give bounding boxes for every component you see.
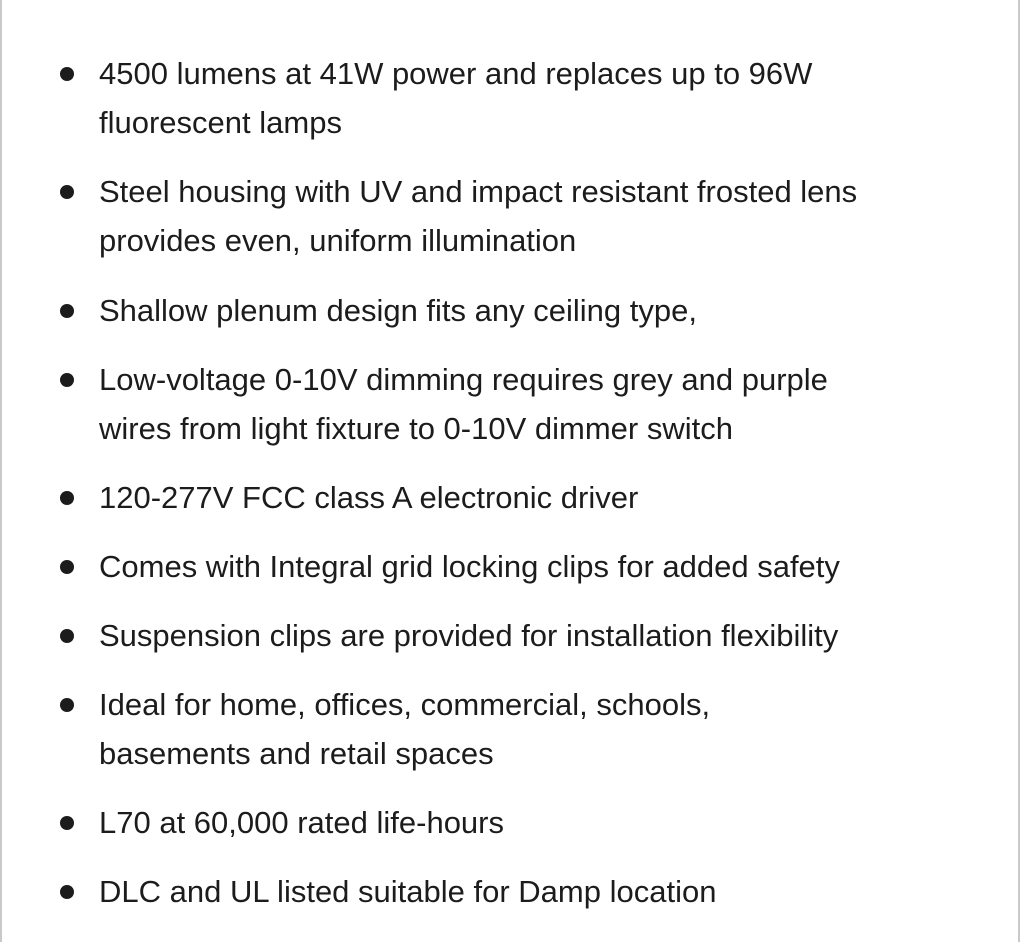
list-item-line-2: basements and retail spaces <box>99 736 494 771</box>
list-item-line-1: 120-277V FCC class A electronic driver <box>99 480 639 515</box>
list-item-text <box>99 355 959 453</box>
list-item-text <box>99 167 959 265</box>
list-item-text <box>99 49 959 147</box>
list-item-line-1: Suspension clips are provided for installation flexibility <box>99 618 839 653</box>
list-item-text <box>99 542 959 591</box>
list-item-line-1: Steel housing with UV and impact resistant frosted lens <box>99 174 858 209</box>
list-item-text <box>99 867 959 916</box>
bullet-icon <box>60 304 74 318</box>
list-item-line-1: 4500 lumens at 41W power and replaces up to 96W <box>99 56 813 91</box>
list-item-line-2: provides even, uniform illumination <box>99 223 577 258</box>
list-item-text <box>99 680 959 778</box>
list-item-line-1: L70 at 60,000 rated life-hours <box>99 805 504 840</box>
list-item-line-1: Low-voltage 0-10V dimming requires grey and purple <box>99 362 828 397</box>
list-item-line-1: DLC and UL listed suitable for Damp location <box>99 874 717 909</box>
bullet-icon <box>60 373 74 387</box>
list-item-text <box>99 473 959 522</box>
list-item-text <box>99 611 959 660</box>
bullet-icon <box>60 885 74 899</box>
bullet-icon <box>60 491 74 505</box>
list-item-text <box>99 798 959 847</box>
list-item-line-1: Comes with Integral grid locking clips for added safety <box>99 549 840 584</box>
bullet-icon <box>60 629 74 643</box>
bullet-icon <box>60 67 74 81</box>
list-item-line-2: wires from light fixture to 0-10V dimmer switch <box>99 411 733 446</box>
bullet-icon <box>60 816 74 830</box>
list-item-line-1: Ideal for home, offices, commercial, schools, <box>99 687 711 722</box>
list-item-line-1: Shallow plenum design fits any ceiling type, <box>99 293 697 328</box>
bullet-icon <box>60 185 74 199</box>
bullet-icon <box>60 560 74 574</box>
list-item-text <box>99 286 959 335</box>
list-item-line-2: fluorescent lamps <box>99 105 342 140</box>
bullet-icon <box>60 698 74 712</box>
